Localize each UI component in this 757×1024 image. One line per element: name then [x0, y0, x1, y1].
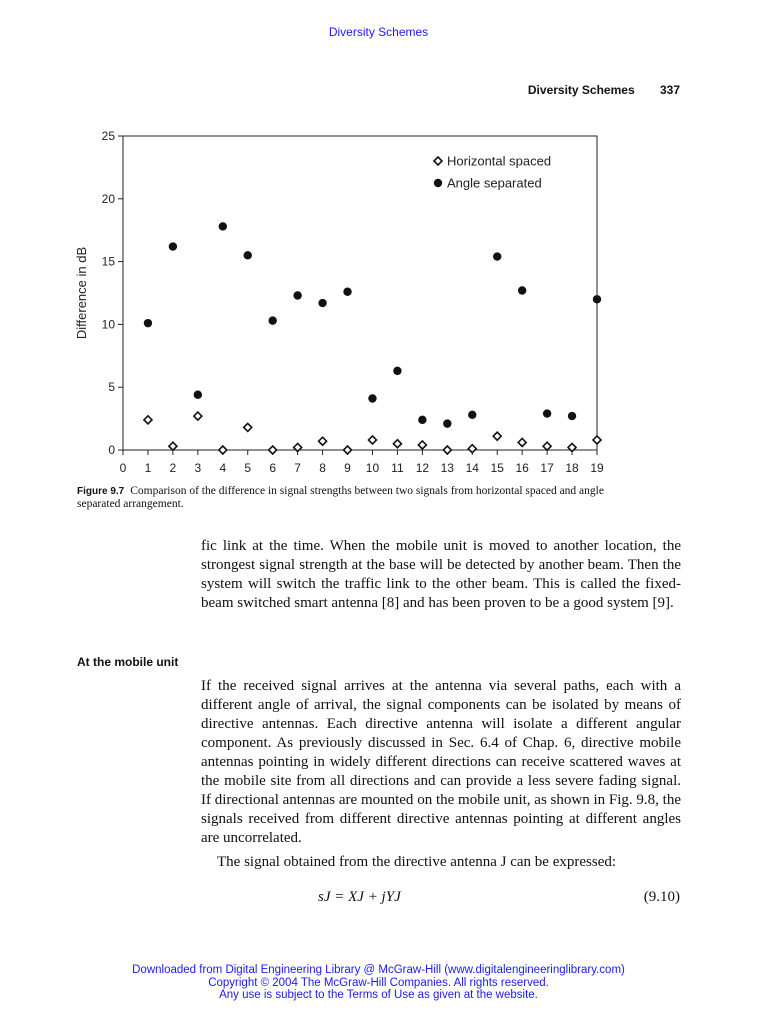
angle-separated-point	[318, 299, 326, 307]
figure-caption	[77, 485, 637, 511]
footer-notice	[0, 964, 757, 1002]
angle-separated-point	[169, 242, 177, 250]
x-tick-label: 4	[219, 461, 227, 475]
x-tick-label: 0	[119, 461, 127, 475]
x-tick-label: 13	[440, 461, 454, 475]
x-tick-label: 6	[269, 461, 277, 475]
angle-separated-point	[343, 288, 351, 296]
x-tick-label: 5	[244, 461, 252, 475]
footer-copyright[interactable]: Copyright © 2004 The McGraw-Hill Companies. All rights reserved.	[208, 976, 549, 989]
y-tick-label: 5	[108, 380, 115, 395]
horizontal-spaced-point	[393, 440, 401, 448]
y-tick-label: 20	[101, 191, 115, 206]
angle-separated-point	[568, 412, 576, 420]
x-tick-label: 9	[344, 461, 351, 475]
y-tick-label: 10	[101, 317, 115, 332]
legend-label-angle: Angle separated	[447, 175, 542, 191]
angle-separated-point	[368, 394, 376, 402]
x-tick-label: 11	[391, 461, 404, 475]
x-tick-label: 7	[294, 461, 301, 475]
horizontal-spaced-point	[368, 436, 376, 444]
angle-separated-point	[219, 222, 227, 230]
angle-separated-point	[518, 286, 526, 294]
y-tick-label: 15	[101, 254, 115, 269]
legend-marker-angle	[434, 179, 442, 187]
footer-terms[interactable]: Any use is subject to the Terms of Use as given at the website.	[219, 989, 538, 1001]
horizontal-spaced-point	[468, 445, 476, 453]
angle-separated-point	[443, 419, 451, 427]
horizontal-spaced-point	[194, 412, 202, 420]
horizontal-spaced-point	[169, 442, 177, 450]
running-head	[528, 83, 680, 97]
x-tick-label: 1	[144, 461, 152, 475]
body-paragraph-1: fic link at the time. When the mobile unit is moved to another location, the strongest signal strength at the base will be detected by another beam. Then the system will switch the traffic link to the other beam. This is called the fixed-beam switched smart antenna [8] and has been proven to be a good system [9].	[201, 538, 681, 611]
angle-separated-point	[593, 295, 601, 303]
x-tick-label: 12	[415, 461, 430, 475]
x-tick-label: 17	[540, 461, 554, 475]
angle-separated-point	[293, 291, 301, 299]
legend-marker-horizontal	[434, 157, 442, 165]
body-paragraph-3: The signal obtained from the directive antenna J can be expressed:	[217, 854, 617, 870]
horizontal-spaced-point	[543, 442, 551, 450]
angle-separated-point	[268, 316, 276, 324]
x-tick-label: 16	[515, 461, 529, 475]
horizontal-spaced-point	[443, 446, 451, 454]
body-paragraph-2: If the received signal arrives at the antenna via several paths, each with a different angle of arrival, the signal components can be isolated by means of directive antennas. Each directive antenna will isolate a different angular component. As previously discussed in Sec. 6.4 of Chap. 6, directive mobile antennas pointing in widely different directions can receive scattered waves at the mobile site from all directions and can provide a less severe fading signal. If directional antennas are mounted on the mobile unit, as shown in Fig. 9.8, the signals received from different directive antennas pointing at different angles are uncorrelated.	[201, 678, 681, 846]
figure-caption-text: Comparison of the difference in signal strengths between two signals from horizontal spaced and angle separated arrangement.	[77, 485, 604, 510]
y-tick-label: 0	[108, 443, 115, 457]
horizontal-spaced-point	[493, 432, 501, 440]
horizontal-spaced-point	[219, 446, 227, 454]
horizontal-spaced-point	[344, 446, 352, 454]
page-number: 337	[659, 83, 680, 97]
horizontal-spaced-point	[518, 438, 526, 446]
angle-separated-point	[543, 409, 551, 417]
angle-separated-point	[144, 319, 152, 327]
top-banner[interactable]: Diversity Schemes	[328, 25, 429, 39]
angle-separated-point	[244, 251, 252, 259]
x-tick-label: 14	[465, 461, 479, 475]
x-tick-label: 8	[319, 461, 326, 475]
angle-separated-point	[194, 391, 202, 399]
angle-separated-point	[468, 411, 476, 419]
horizontal-spaced-point	[593, 436, 601, 444]
horizontal-spaced-point	[418, 441, 426, 449]
section-heading: At the mobile unit	[77, 655, 179, 669]
horizontal-spaced-point	[319, 437, 327, 445]
y-tick-label: 25	[101, 129, 115, 143]
figure-label: Figure 9.7	[77, 486, 125, 497]
legend-label-horizontal: Horizontal spaced	[447, 153, 552, 169]
footer-download-link[interactable]: Downloaded from Digital Engineering Library @ McGraw-Hill (www.digitalengineeringlibrary.com)	[132, 964, 625, 976]
horizontal-spaced-point	[269, 446, 277, 454]
angle-separated-point	[418, 416, 426, 424]
x-tick-label: 15	[490, 461, 504, 475]
equation-number: (9.10)	[643, 889, 680, 905]
angle-separated-point	[493, 252, 501, 260]
angle-separated-point	[393, 367, 401, 375]
chart-legend	[434, 154, 551, 191]
x-tick-label: 18	[565, 461, 579, 475]
horizontal-spaced-point	[244, 423, 252, 431]
y-axis-label: Difference in dB	[74, 246, 89, 340]
running-head-title: Diversity Schemes	[527, 83, 635, 97]
x-tick-label: 3	[194, 461, 202, 475]
scatter-chart	[60, 120, 620, 482]
horizontal-spaced-point	[144, 416, 152, 424]
x-tick-label: 2	[169, 461, 177, 475]
equation: sJ = XJ + jYJ	[318, 889, 401, 905]
x-tick-label: 19	[590, 461, 604, 475]
x-tick-label: 10	[365, 461, 380, 475]
chart-marks	[144, 222, 601, 454]
